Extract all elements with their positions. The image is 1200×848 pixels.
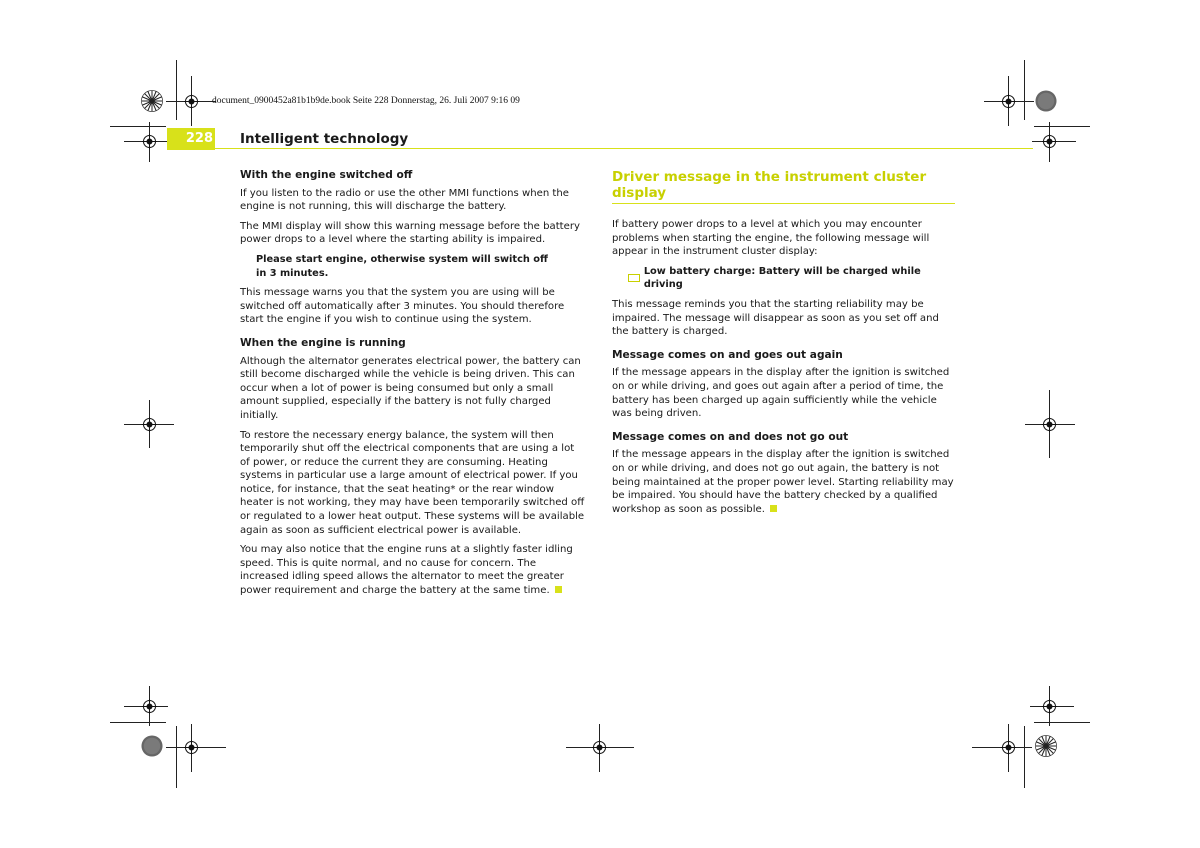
heading-message-stays-on: Message comes on and does not go out bbox=[612, 430, 849, 443]
registration-target-icon bbox=[592, 740, 607, 755]
color-burst-icon bbox=[1035, 735, 1057, 757]
registration-target-icon bbox=[1001, 740, 1016, 755]
right-column bbox=[612, 169, 957, 522]
heading-message-goes-out: Message comes on and goes out again bbox=[612, 348, 843, 361]
color-burst-icon bbox=[141, 735, 163, 757]
heading-engine-off: With the engine switched off bbox=[240, 169, 413, 181]
paragraph: If battery power drops to a level at which you may encounter problems when starting the engine, the following message will appear in the instrument cluster display: bbox=[612, 219, 930, 258]
registration-target-icon bbox=[142, 417, 157, 432]
registration-target-icon bbox=[184, 94, 199, 109]
paragraph: This message reminds you that the starting reliability may be impaired. The message will disappear as soon as you set off and the battery is charged. bbox=[612, 298, 939, 338]
left-column bbox=[240, 169, 585, 604]
warning-message bbox=[256, 253, 585, 280]
registration-target-icon bbox=[1042, 134, 1057, 149]
battery-message bbox=[628, 265, 957, 292]
paragraph-last bbox=[240, 543, 585, 597]
paragraph-last bbox=[612, 448, 957, 516]
warning-message-line: Please start engine, otherwise system will switch off bbox=[256, 253, 548, 265]
registration-target-icon bbox=[142, 134, 157, 149]
registration-target-icon bbox=[1042, 417, 1057, 432]
color-burst-icon bbox=[141, 90, 163, 112]
paragraph: Although the alternator generates electrical power, the battery can still become discharged while the vehicle is being driven. This can occur when a lot of power is being consumed but only a small amount supplied, especially if the battery is not fully charged initially. bbox=[240, 355, 581, 421]
battery-icon bbox=[628, 274, 640, 282]
paragraph-text: You may also notice that the engine runs at a slightly faster idling speed. This is quite normal, and no cause for concern. The increased idling speed allows the alternator to meet the greater power requirement and charge the battery at the same time. bbox=[240, 544, 573, 597]
print-meta-line: document_0900452a81b1b9de.book Seite 228 Donnerstag, 26. Juli 2007 9:16 09 bbox=[212, 96, 520, 106]
registration-target-icon bbox=[1001, 94, 1016, 109]
heading-engine-running: When the engine is running bbox=[240, 336, 406, 349]
paragraph: This message warns you that the system you are using will be switched off automatically after 3 minutes. You should therefore start the engine if you wish to continue using the system. bbox=[240, 287, 565, 326]
warning-message-line: in 3 minutes. bbox=[256, 267, 329, 279]
section-title: Intelligent technology bbox=[240, 131, 409, 147]
page-number: 228 bbox=[185, 131, 213, 146]
paragraph: If the message appears in the display after the ignition is switched on or while driving, and goes out again after a period of time, the battery has been charged up again sufficiently while the vehicle was being driven. bbox=[612, 367, 950, 420]
end-of-section-icon bbox=[770, 505, 777, 512]
registration-target-icon bbox=[142, 699, 157, 714]
paragraph-text: If the message appears in the display after the ignition is switched on or while driving, and does not go out again, the battery is not being maintained at the proper power level. Starting reliability may be impaired. You should have the battery checked by a qualified workshop as soon as possible. bbox=[612, 449, 954, 515]
registration-target-icon bbox=[184, 740, 199, 755]
header-rule bbox=[167, 148, 1033, 149]
battery-message-text: Low battery charge: Battery will be charged while driving bbox=[643, 265, 921, 291]
paragraph: The MMI display will show this warning message before the battery power drops to a level where the starting ability is impaired. bbox=[240, 220, 580, 246]
color-burst-icon bbox=[1035, 90, 1057, 112]
paragraph: To restore the necessary energy balance, the system will then temporarily shut off the electrical components that are using a lot of power, or reduce the current they are consuming. Heating systems in particular use a large amount of electrical power. If you notice, for instance, that the seat heating* or the rear window heater is not working, they may have been temporarily switched off or regulated to a lower heat output. These systems will be available again as soon as sufficient electrical power is available. bbox=[240, 429, 585, 536]
registration-target-icon bbox=[1042, 699, 1057, 714]
end-of-section-icon bbox=[555, 586, 562, 593]
section-heading-driver-message: Driver message in the instrument cluster display bbox=[612, 169, 955, 204]
paragraph: If you listen to the radio or use the other MMI functions when the engine is not running, this will discharge the battery. bbox=[240, 187, 569, 213]
